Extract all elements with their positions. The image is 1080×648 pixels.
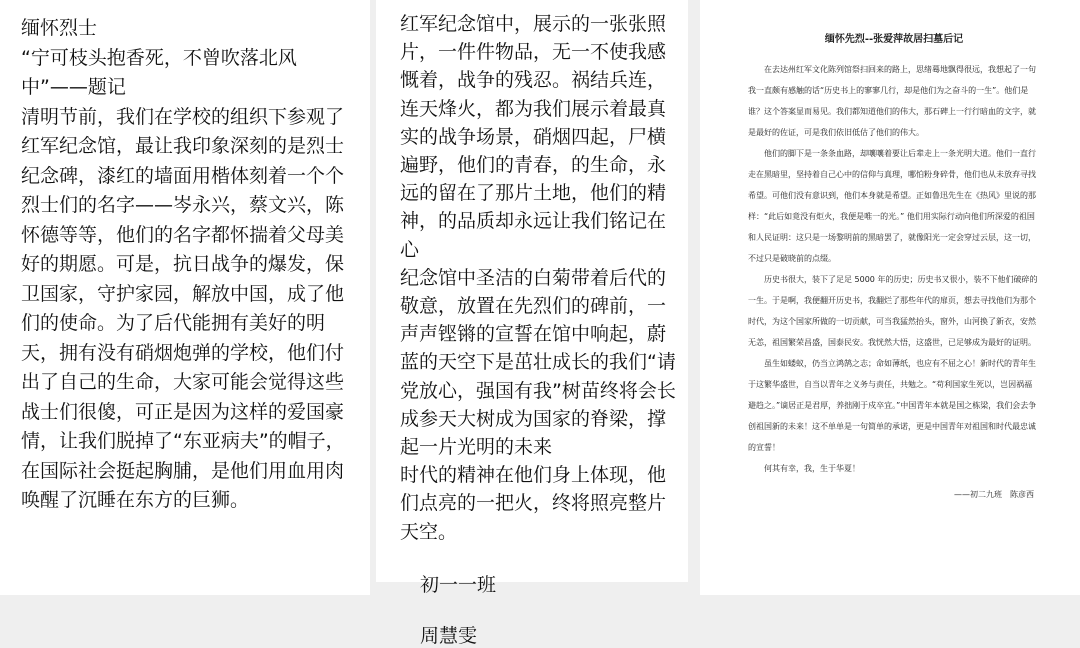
author-name: 周慧雯 [420,624,478,647]
author-class: 初一一班 [420,573,497,596]
essay-right-text [748,59,1040,479]
essay-left-body: 清明节前，我们在学校的组织下参观了红军纪念馆，最让我印象深刻的是烈士纪念碑，漆红的墙面用楷体刻着一个个烈士们的名字——岑永兴，蔡文兴，陈怀德等等，他们的名字都怀揣着父母美好的期愿。可是，抗日战争的爆发，保卫国家，守护家园，解放中国，成了他们的使命。为了后代能拥有美好的明天，拥有没有硝烟炮弹的学校，他们付出了自己的生命，大家可能会觉得这些战士们很傻，可正是因为这样的爱国豪情，让我们脱掉了“东亚病夫”的帽子，在国际社会挺起胸脯，是他们用血用肉唤醒了沉睡在东方的巨狮。 [21,105,345,511]
essay-right-paragraph: 他们的脚下是一条条血路，却嚷嚷着要让后辈走上一条光明大道。他们一直行走在黑暗里，坚持着自己心中的信仰与真理，哪怕粉身碎骨，他们也从未放弃寻找希望。可他们没有意识到，他们本身就是希望。正如鲁迅先生在《热风》里说的那样：“此后如竟没有炬火，我便是唯一的光。” 他们用实际行动向他们所深爱的祖国和人民证明：这只是一场黎明前的黑暗罢了，就像阳光一定会穿过云层，这一切，不过只是破晓前的点缀。 [748,149,1036,263]
essay-right-signature: ——初二九班 陈彦西 [954,490,1034,499]
essay-middle-signature [400,570,678,648]
essay-middle-paragraph: 红军纪念馆中，展示的一张张照片，一件件物品，无一不使我感慨着，战争的残忍。祸结兵连，连天烽火，都为我们展示着最真实的战争场景，硝烟四起，尸横遍野，他们的青春，的生命，永远的留在了那片土地，他们的精神，的品质却永远让我们铭记在心 [400,13,667,261]
essay-right-title: 缅怀先烈--张爱萍故居扫墓后记 [824,34,964,45]
essay-panel-left [0,0,370,595]
essay-left-text [21,14,360,516]
essay-middle-text [400,10,678,546]
essay-left-title: 缅怀烈士 [21,17,98,39]
essay-right-paragraph: 何其有幸，我，生于华夏！ [764,464,860,473]
essay-left-epigraph: “宁可枝头抱香死，不曾吹落北风中”——题记 [21,46,297,98]
essay-middle-paragraph: 时代的精神在他们身上体现，他们点亮的一把火，终将照亮整片天空。 [400,464,667,543]
essay-middle-paragraph: 纪念馆中圣洁的白菊带着后代的敬意，放置在先烈们的碑前，一声声铿锵的宣誓在馆中响起，蔚蓝的天空下是茁壮成长的我们“请党放心，强国有我”树苗终将会长成参天大树成为国家的脊梁，撑起一片光明的未来 [400,266,676,459]
essay-right-paragraph: 虽生如蝼蚁，仍当立鸿鹄之志；命如薄纸，也应有不屈之心！新时代的青年生于这繁华盛世，自当以青年之义务与责任，共勉之。“苟利国家生死以，岂因祸福避趋之。”谪居正是君厚，养拙刚于戍卒宜。”中国青年本就是国之栋梁，我们会去争创祖国新的未来！这不单单是一句简单的承诺，更是中国青年对祖国和时代最忠诚的宣誓！ [748,359,1037,452]
essay-panel-middle [376,0,688,647]
essay-right-paragraph: 历史书很大，装下了足足 5000 年的历史；历史书又很小，装不下他们破碎的一生。于是啊，我便翻开历史书，我翻烂了那些年代的扉页，想去寻找他们为那个时代，为这个国家所做的一切贡献，可当我猛然抬头，窗外，山河换了新衣，安然无恙，祖国繁荣昌盛，国泰民安。我恍然大悟，这盛世，已足够成为最好的证明。 [748,275,1038,347]
essay-panel-right [700,0,1080,595]
essay-right-paragraph: 在去达州红军文化陈列馆祭扫回来的路上，思绪蓦地飘得很远，我想起了一句我一直颇有感触的话“历史书上的寥寥几行，却是他们为之奋斗的一生”。他们是谁？这个答案显而易见。我们都知道他们的伟大，那石碑上一行行暗血的文字，就是最好的佐证，可是我们依旧低估了他们的伟大。 [748,65,1036,137]
